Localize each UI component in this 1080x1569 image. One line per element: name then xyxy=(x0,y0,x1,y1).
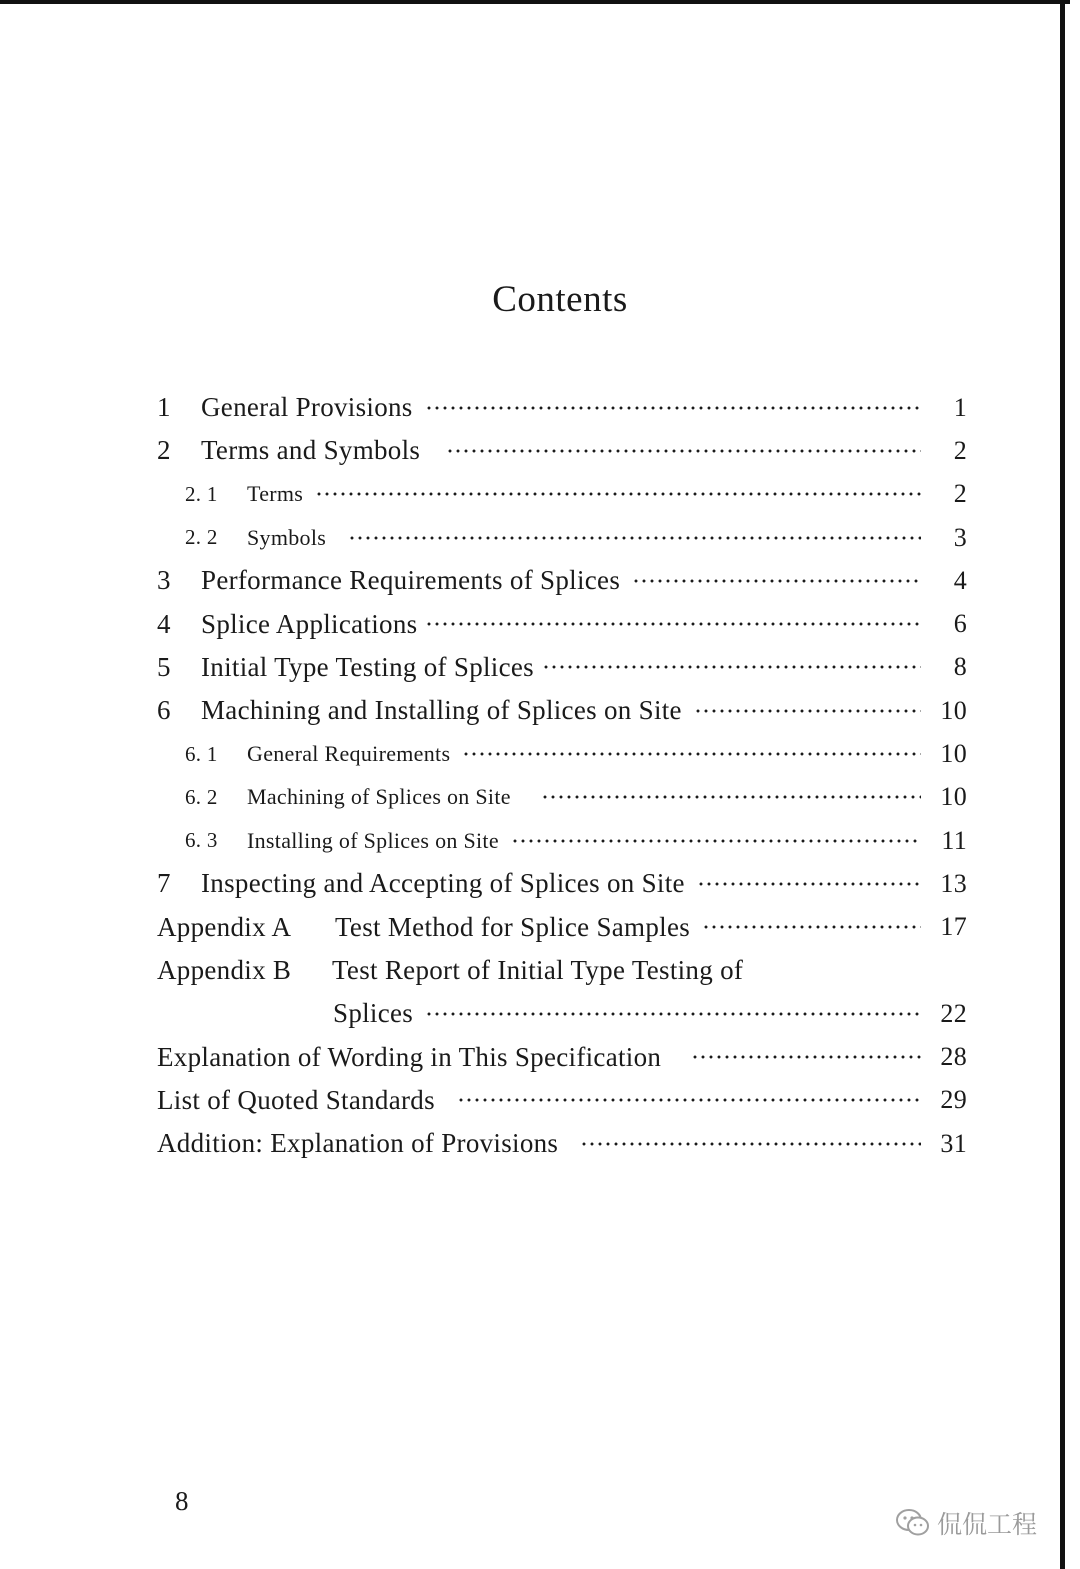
toc-entry-6-1[interactable] xyxy=(157,732,967,775)
toc-page: 31 xyxy=(940,1128,967,1158)
footer-page-number: 8 xyxy=(175,1486,189,1516)
toc-entry-1[interactable] xyxy=(157,386,967,429)
toc-label: Test Report of Initial Type Testing of xyxy=(332,955,744,985)
toc-entry-6-2[interactable] xyxy=(157,776,967,819)
watermark-text: 侃侃工程 xyxy=(937,1510,1038,1539)
toc-label: Test Method for Splice Samples xyxy=(335,911,691,942)
dot-leader xyxy=(702,925,921,929)
toc-entry-appendix-b[interactable] xyxy=(157,949,967,992)
dot-leader xyxy=(457,1098,921,1102)
toc-number: 1 xyxy=(157,392,171,423)
dot-leader xyxy=(541,795,921,799)
toc-entry-2-2[interactable] xyxy=(157,516,967,559)
toc-label: Terms xyxy=(247,481,304,507)
watermark xyxy=(895,1505,1037,1541)
toc-label: General Requirements xyxy=(247,741,451,767)
toc-page: 11 xyxy=(941,825,967,855)
toc-page: 17 xyxy=(940,912,967,942)
toc-number: 6. 1 xyxy=(185,741,218,766)
table-of-contents xyxy=(157,386,967,1165)
toc-entry-explanation-wording[interactable] xyxy=(157,1035,967,1078)
page-title: Contents xyxy=(492,279,628,320)
top-border xyxy=(0,0,1070,4)
toc-label: Performance Requirements of Splices xyxy=(201,565,621,596)
toc-number: 5 xyxy=(157,651,171,682)
toc-page: 4 xyxy=(953,565,967,595)
toc-entry-addition[interactable] xyxy=(157,1122,967,1165)
dot-leader xyxy=(315,492,921,496)
toc-label: Machining and Installing of Splices on Site xyxy=(201,695,682,726)
toc-entry-6-3[interactable] xyxy=(157,819,967,862)
toc-entry-6[interactable] xyxy=(157,689,967,732)
toc-number: 6. 2 xyxy=(185,784,218,809)
dot-leader xyxy=(580,1142,921,1146)
toc-label: List of Quoted Standards xyxy=(157,1084,435,1115)
wechat-icon xyxy=(895,1508,931,1538)
dot-leader xyxy=(446,449,921,453)
toc-label: Explanation of Wording in This Specification xyxy=(157,1041,662,1072)
toc-entry-2-1[interactable] xyxy=(157,473,967,516)
toc-page: 1 xyxy=(953,392,967,422)
toc-page: 8 xyxy=(953,652,967,682)
toc-entry-2[interactable] xyxy=(157,429,967,472)
toc-entry-appendix-b-cont[interactable] xyxy=(157,992,967,1035)
toc-number: 2. 1 xyxy=(185,481,218,506)
toc-page: 6 xyxy=(953,609,967,639)
toc-entry-7[interactable] xyxy=(157,862,967,905)
dot-leader xyxy=(462,752,921,756)
toc-label: Addition: Explanation of Provisions xyxy=(157,1128,559,1159)
toc-entry-4[interactable] xyxy=(157,602,967,645)
toc-label: Symbols xyxy=(247,524,327,550)
dot-leader xyxy=(632,579,921,583)
toc-label: Splice Applications xyxy=(201,608,418,639)
dot-leader xyxy=(694,709,921,713)
toc-page: 2 xyxy=(953,435,967,465)
toc-number: 3 xyxy=(157,565,171,596)
dot-leader xyxy=(542,665,921,669)
toc-page: 3 xyxy=(953,522,967,552)
dot-leader xyxy=(425,406,921,410)
toc-page: 10 xyxy=(940,739,967,769)
toc-entry-quoted-standards[interactable] xyxy=(157,1079,967,1122)
toc-page: 28 xyxy=(940,1042,967,1072)
toc-page: 10 xyxy=(940,782,967,812)
dot-leader xyxy=(697,882,921,886)
toc-number: 6 xyxy=(157,695,171,726)
toc-page: 2 xyxy=(953,479,967,509)
toc-label: Initial Type Testing of Splices xyxy=(201,651,534,682)
toc-number: 7 xyxy=(157,868,171,899)
dot-leader xyxy=(425,622,921,626)
toc-number: 6. 3 xyxy=(185,828,218,853)
toc-label: Terms and Symbols xyxy=(201,435,421,466)
toc-label: General Provisions xyxy=(201,392,413,423)
dot-leader xyxy=(348,536,921,540)
toc-page: 29 xyxy=(940,1085,967,1115)
dot-leader xyxy=(425,1012,921,1016)
toc-label-continued: Splices xyxy=(333,998,414,1029)
dot-leader xyxy=(691,1055,921,1059)
toc-entry-3[interactable] xyxy=(157,559,967,602)
toc-label: Inspecting and Accepting of Splices on Site xyxy=(201,868,685,899)
toc-number: 2. 2 xyxy=(185,525,218,550)
toc-number: 4 xyxy=(157,608,171,639)
toc-entry-appendix-a[interactable] xyxy=(157,906,967,949)
appendix-prefix: Appendix A xyxy=(157,911,292,942)
toc-page: 13 xyxy=(940,868,967,898)
toc-label: Machining of Splices on Site xyxy=(247,784,511,810)
toc-page: 22 xyxy=(940,998,967,1028)
toc-page: 10 xyxy=(940,695,967,725)
toc-label: Installing of Splices on Site xyxy=(247,827,499,853)
appendix-prefix: Appendix B xyxy=(157,955,292,985)
toc-number: 2 xyxy=(157,435,171,466)
dot-leader xyxy=(511,839,921,843)
right-border xyxy=(1060,0,1065,1569)
toc-entry-5[interactable] xyxy=(157,646,967,689)
